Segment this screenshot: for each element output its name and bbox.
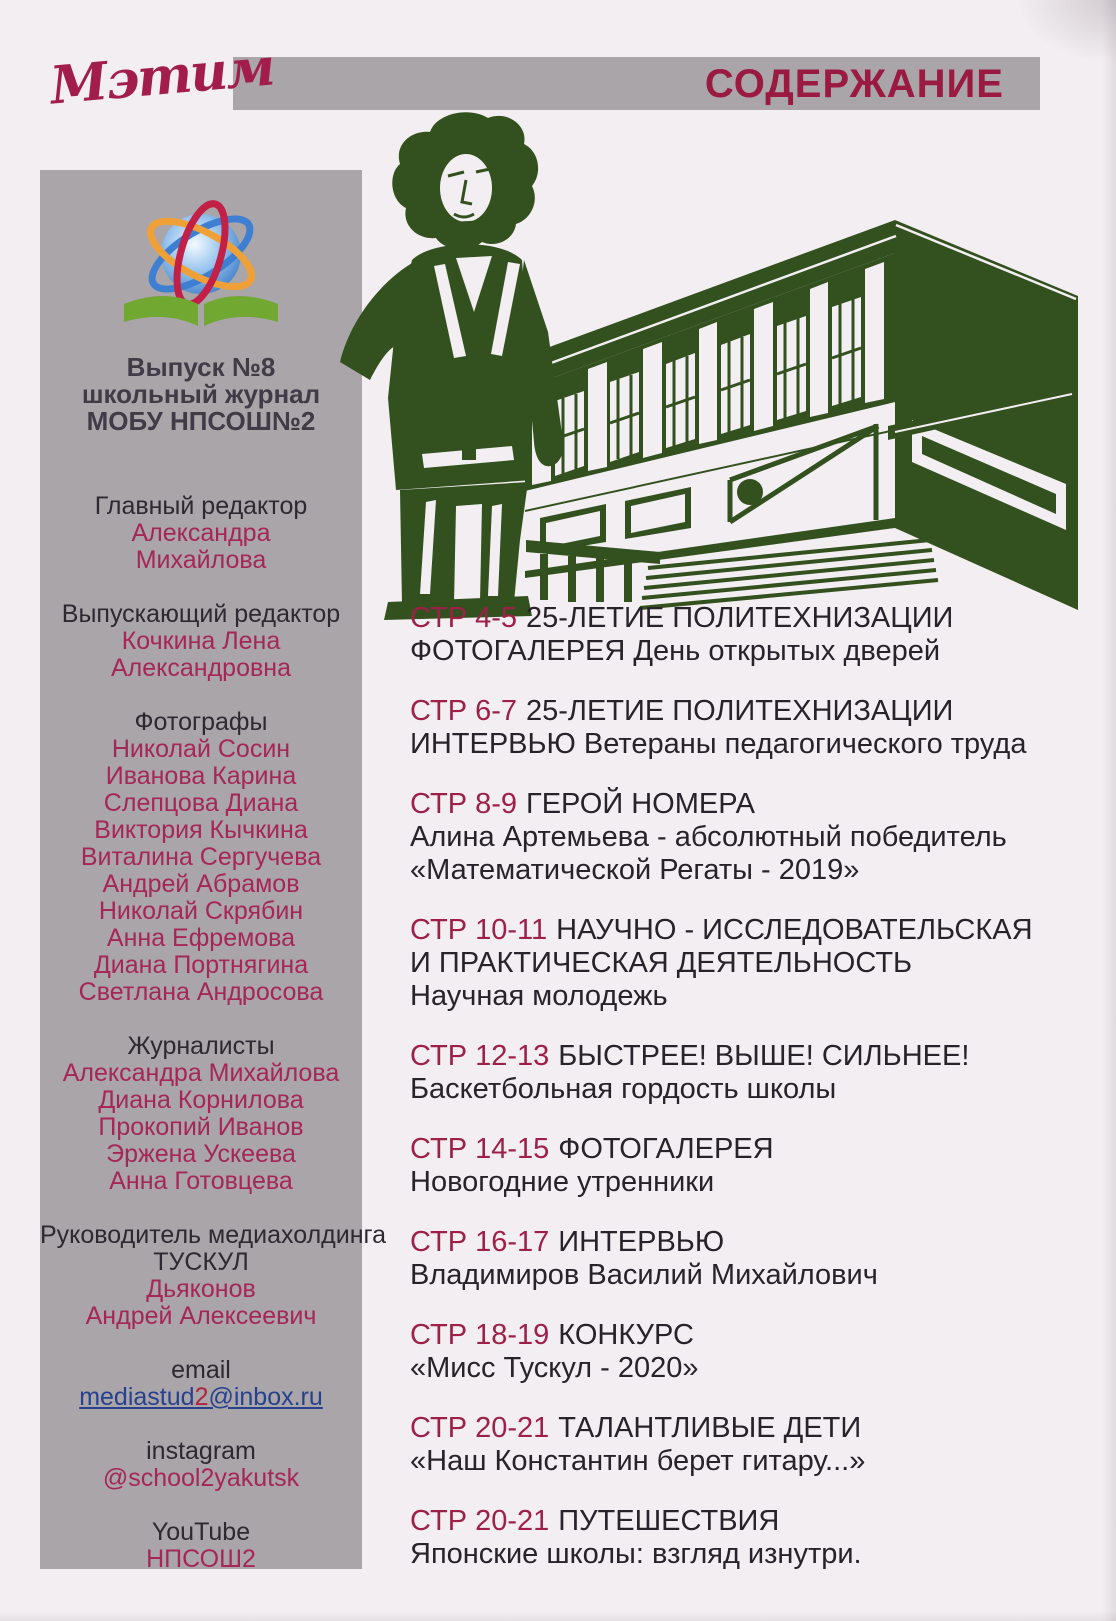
section-heading: Выпускающий редактор (61, 600, 341, 628)
toc-pages: СТР 8-9 (410, 788, 518, 820)
person-name: Александра Михайлова (62, 1059, 340, 1087)
page-title: СОДЕРЖАНИЕ (704, 61, 1004, 106)
toc-pages: СТР 10-11 (410, 914, 548, 946)
toc-subtitle: Японские школы: взгляд изнутри. (410, 1538, 862, 1570)
toc-subtitle: «Мисс Тускул - 2020» (410, 1352, 699, 1384)
email-domain: @inbox.ru (208, 1383, 323, 1411)
person-name: Андрей Алексеевич (85, 1302, 317, 1330)
toc-title: БЫСТРЕЕ! ВЫШЕ! СИЛЬНЕЕ! (558, 1040, 970, 1072)
toc-subtitle: ФОТОГАЛЕРЕЯ День открытых дверей (410, 635, 941, 667)
table-of-contents (410, 602, 1100, 1598)
toc-pages: СТР 6-7 (410, 695, 518, 727)
sidebar-contact-youtube (40, 1519, 362, 1573)
toc-entry (410, 1040, 1100, 1106)
toc-entry (410, 1505, 1100, 1571)
person-name: Виталина Сергучева (80, 843, 322, 871)
toc-pages: СТР 14-15 (410, 1133, 550, 1165)
toc-subtitle: Новогодние утренники (410, 1166, 715, 1198)
toc-title-line2: И ПРАКТИЧЕСКАЯ ДЕЯТЕЛЬНОСТЬ (410, 947, 913, 979)
person-name: Светлана Андросова (78, 978, 324, 1006)
sidebar-contact-instagram (40, 1438, 362, 1492)
section-heading: Главный редактор (94, 492, 308, 520)
person-name: Виктория Кычкина (94, 816, 308, 844)
sidebar-section-managing-editor (40, 601, 362, 682)
section-heading: ТУСКУЛ (153, 1248, 249, 1276)
person-name: Диана Корнилова (98, 1086, 304, 1114)
person-name: Николай Сосин (111, 735, 291, 763)
toc-title: ГЕРОЙ НОМЕРА (526, 788, 755, 820)
person-name: Иванова Карина (105, 762, 297, 790)
youtube-handle: НПСОШ2 (146, 1545, 256, 1573)
toc-title: 25-ЛЕТИЕ ПОЛИТЕХНИЗАЦИИ (526, 602, 954, 634)
issue-line: школьный журнал (81, 379, 321, 409)
person-name: Диана Портнягина (93, 951, 309, 979)
issue-line: Выпуск №8 (126, 352, 276, 382)
toc-pages: СТР 20-21 (410, 1412, 550, 1444)
instagram-handle: @school2yakutsk (102, 1464, 300, 1492)
email-link[interactable] (79, 1383, 323, 1411)
toc-entry (410, 1319, 1100, 1385)
section-heading: Руководитель медиахолдинга (40, 1221, 386, 1249)
toc-entry (410, 602, 1100, 668)
person-name: Анна Готовцева (109, 1167, 293, 1195)
person-name: Слепцова Диана (103, 789, 299, 817)
person-name: Анна Ефремова (106, 924, 296, 952)
sidebar-section-photographers (40, 709, 362, 1006)
toc-subtitle: «Наш Константин берет гитару...» (410, 1445, 866, 1477)
toc-subtitle: Владимиров Василий Михайлович (410, 1259, 878, 1291)
person-name: Эржена Ускеева (106, 1140, 296, 1168)
toc-subtitle: ИНТЕРВЬЮ Ветераны педагогического труда (410, 728, 1027, 760)
cover-illustration (330, 88, 1080, 628)
email-label: email (171, 1356, 231, 1384)
toc-entry (410, 1133, 1100, 1199)
toc-entry (410, 1226, 1100, 1292)
toc-title: ТАЛАНТЛИВЫЕ ДЕТИ (558, 1412, 862, 1444)
toc-title: ФОТОГАЛЕРЕЯ (558, 1133, 774, 1165)
toc-entry (410, 788, 1100, 887)
toc-pages: СТР 18-19 (410, 1319, 550, 1351)
toc-subtitle: Баскетбольная гордость школы (410, 1073, 837, 1105)
person-name: Николай Скрябин (98, 897, 304, 925)
person-name: Дьяконов (146, 1275, 256, 1303)
person-name: Прокопий Иванов (98, 1113, 304, 1141)
section-heading: Фотографы (134, 708, 268, 736)
sidebar-section-journalists (40, 1033, 362, 1195)
toc-title: 25-ЛЕТИЕ ПОЛИТЕХНИЗАЦИИ (526, 695, 954, 727)
toc-pages: СТР 20-21 (410, 1505, 550, 1537)
toc-entry (410, 914, 1100, 1013)
issue-line: МОБУ НПСОШ№2 (86, 406, 316, 436)
toc-pages: СТР 16-17 (410, 1226, 550, 1258)
brand-logo: Мэтим (47, 36, 276, 117)
issue-info (40, 354, 362, 435)
sidebar-contact-email (40, 1357, 362, 1411)
person-name: Александровна (111, 654, 291, 682)
email-user: mediastud (79, 1383, 195, 1411)
person-name: Кочкина Лена (121, 627, 281, 655)
toc-title: НАУЧНО - ИССЛЕДОВАТЕЛЬСКАЯ (556, 914, 1033, 946)
instagram-label: instagram (146, 1437, 256, 1465)
section-heading: Журналисты (127, 1032, 275, 1060)
person-name: Александра (131, 519, 271, 547)
person-name: Михайлова (135, 546, 267, 574)
sidebar-panel (40, 170, 386, 1573)
toc-entry (410, 695, 1100, 761)
sidebar-section-chief-editor (40, 493, 362, 574)
toc-title: КОНКУРС (558, 1319, 694, 1351)
school-logo-icon (106, 192, 296, 340)
youtube-label: YouTube (151, 1518, 251, 1546)
toc-subtitle: «Математической Регаты - 2019» (410, 854, 860, 886)
email-digit: 2 (194, 1383, 209, 1411)
toc-subtitle: Алина Артемьева - абсолютный победитель (410, 821, 1007, 853)
toc-subtitle: Научная молодежь (410, 980, 668, 1012)
sidebar-section-media-director (40, 1221, 386, 1330)
person-name: Андрей Абрамов (102, 870, 300, 898)
toc-entry (410, 1412, 1100, 1478)
toc-pages: СТР 4-5 (410, 602, 518, 634)
toc-title: ИНТЕРВЬЮ (558, 1226, 725, 1258)
toc-title: ПУТЕШЕСТВИЯ (558, 1505, 780, 1537)
toc-pages: СТР 12-13 (410, 1040, 550, 1072)
